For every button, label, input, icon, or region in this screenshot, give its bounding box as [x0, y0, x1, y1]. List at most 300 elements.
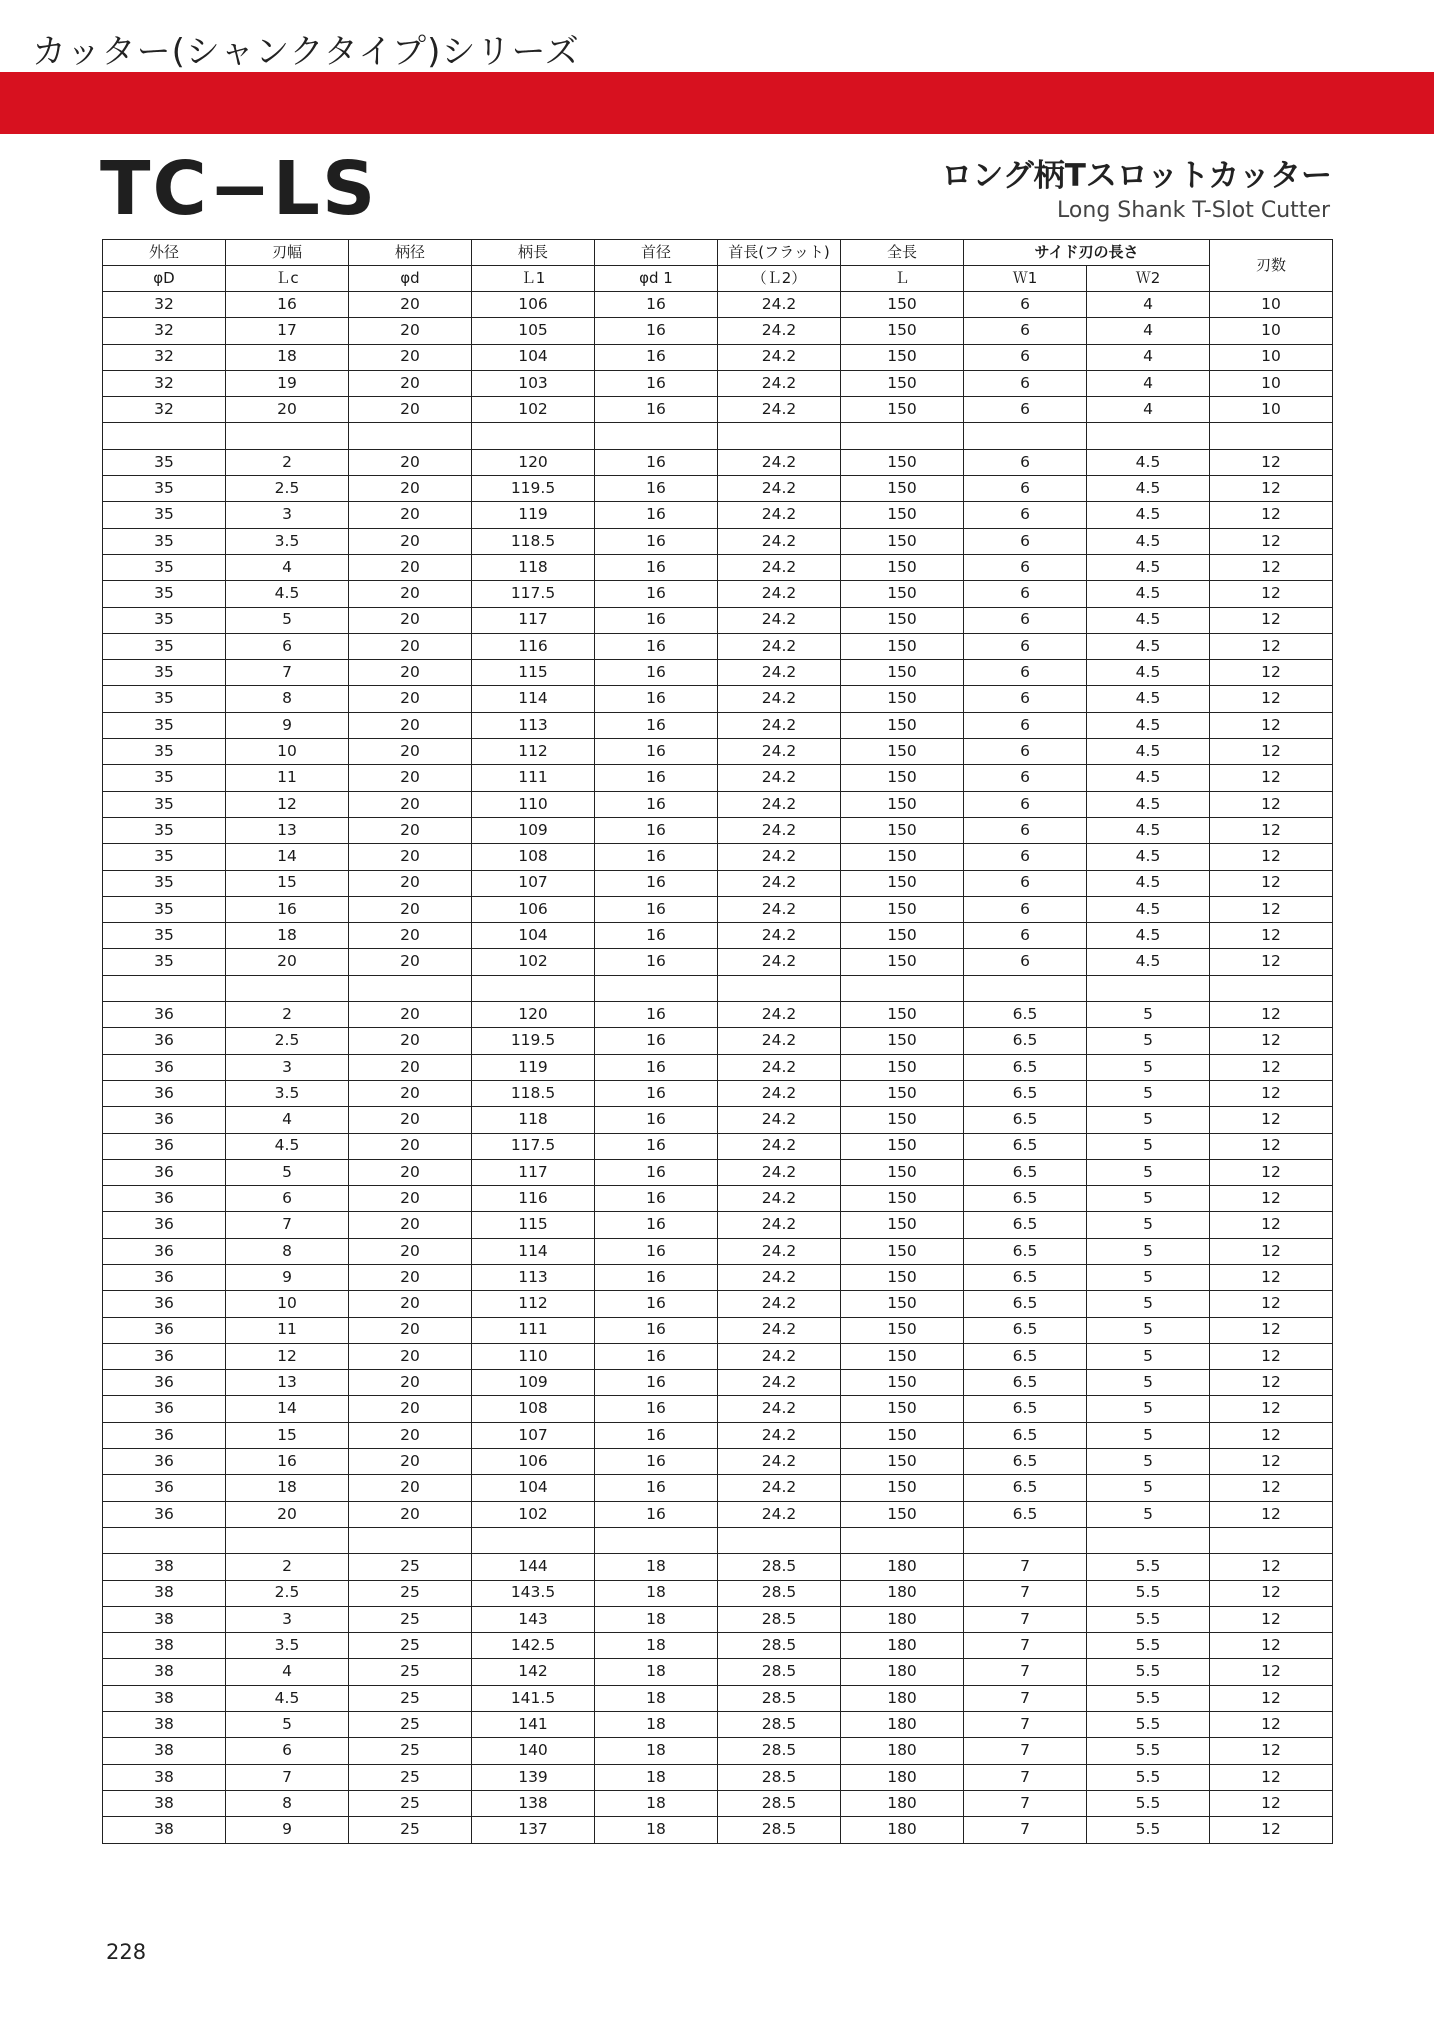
table-cell: 5	[1087, 1054, 1210, 1080]
table-cell: 16	[595, 344, 718, 370]
table-cell: 107	[472, 870, 595, 896]
table-cell: 4.5	[1087, 528, 1210, 554]
table-cell: 10	[1210, 370, 1333, 396]
table-cell: 118.5	[472, 1080, 595, 1106]
table-cell	[718, 423, 841, 449]
table-cell: 4.5	[1087, 739, 1210, 765]
table-cell: 36	[103, 1343, 226, 1369]
table-cell: 24.2	[718, 1317, 841, 1343]
table-cell: 38	[103, 1738, 226, 1764]
table-cell: 12	[1210, 581, 1333, 607]
table-cell: 4.5	[226, 1133, 349, 1159]
table-row	[103, 660, 1333, 686]
table-cell	[841, 975, 964, 1001]
table-cell	[964, 975, 1087, 1001]
table-cell	[349, 975, 472, 1001]
table-cell: 4.5	[226, 1685, 349, 1711]
table-cell: 16	[595, 1238, 718, 1264]
table-cell: 12	[1210, 1659, 1333, 1685]
table-row	[103, 896, 1333, 922]
table-cell: 15	[226, 1422, 349, 1448]
table-cell: 4	[1087, 370, 1210, 396]
table-cell: 24.2	[718, 1370, 841, 1396]
table-cell: 36	[103, 1133, 226, 1159]
table-cell	[103, 1527, 226, 1553]
table-cell: 180	[841, 1764, 964, 1790]
table-cell: 5.5	[1087, 1606, 1210, 1632]
table-cell: 12	[1210, 1054, 1333, 1080]
table-row	[103, 1133, 1333, 1159]
table-cell: 12	[1210, 1712, 1333, 1738]
table-cell: 150	[841, 1501, 964, 1527]
table-cell: 4	[1087, 318, 1210, 344]
table-cell: 3.5	[226, 1080, 349, 1106]
table-cell: 18	[226, 1475, 349, 1501]
table-cell: 17	[226, 318, 349, 344]
table-cell: 5	[226, 607, 349, 633]
table-cell: 20	[349, 318, 472, 344]
table-cell: 20	[349, 1028, 472, 1054]
table-cell: 117	[472, 1159, 595, 1185]
table-cell: 11	[226, 1317, 349, 1343]
table-cell: 5	[1087, 1107, 1210, 1133]
table-cell: 14	[226, 844, 349, 870]
table-cell: 118	[472, 554, 595, 580]
table-cell: 150	[841, 817, 964, 843]
table-cell: 20	[349, 1291, 472, 1317]
spec-table-body	[103, 292, 1333, 1844]
table-cell: 36	[103, 1080, 226, 1106]
table-cell: 20	[349, 791, 472, 817]
table-cell: 5	[226, 1159, 349, 1185]
table-cell: 20	[349, 844, 472, 870]
table-cell: 180	[841, 1554, 964, 1580]
table-cell: 5.5	[1087, 1659, 1210, 1685]
table-cell: 7	[964, 1712, 1087, 1738]
table-cell: 20	[349, 1449, 472, 1475]
table-cell: 150	[841, 1370, 964, 1396]
header-side-blade-length: サイド刃の長さ	[964, 240, 1210, 266]
table-cell: 4	[226, 554, 349, 580]
table-cell: 16	[595, 1080, 718, 1106]
table-cell: 150	[841, 844, 964, 870]
table-cell: 6	[226, 1738, 349, 1764]
table-cell: 6	[964, 581, 1087, 607]
table-cell: 12	[1210, 739, 1333, 765]
table-cell: 6	[964, 844, 1087, 870]
table-cell: 5	[1087, 1264, 1210, 1290]
table-cell: 114	[472, 1238, 595, 1264]
table-cell: 35	[103, 765, 226, 791]
spec-table	[102, 239, 1333, 1844]
table-cell: 35	[103, 844, 226, 870]
table-cell: 107	[472, 1422, 595, 1448]
table-cell: 112	[472, 739, 595, 765]
spacer-row	[103, 975, 1333, 1001]
table-cell: 28.5	[718, 1764, 841, 1790]
series-title: カッター(シャンクタイプ)シリーズ	[32, 32, 580, 72]
table-cell: 36	[103, 1422, 226, 1448]
table-cell: 12	[1210, 896, 1333, 922]
table-cell: 6.5	[964, 1186, 1087, 1212]
header-symbol-w2: Ｗ2	[1087, 266, 1210, 292]
table-cell: 5.5	[1087, 1633, 1210, 1659]
table-cell: 180	[841, 1738, 964, 1764]
table-cell: 137	[472, 1817, 595, 1843]
table-cell: 18	[595, 1764, 718, 1790]
table-cell: 5	[1087, 1422, 1210, 1448]
table-cell: 16	[595, 581, 718, 607]
table-cell: 24.2	[718, 844, 841, 870]
table-cell: 6.5	[964, 1002, 1087, 1028]
table-row	[103, 370, 1333, 396]
spacer-row	[103, 423, 1333, 449]
table-cell: 150	[841, 765, 964, 791]
table-row	[103, 1712, 1333, 1738]
table-cell: 16	[595, 1054, 718, 1080]
table-cell: 6.5	[964, 1264, 1087, 1290]
table-cell: 16	[595, 949, 718, 975]
table-cell: 12	[1210, 1028, 1333, 1054]
table-cell: 12	[1210, 791, 1333, 817]
table-cell: 12	[1210, 1186, 1333, 1212]
table-cell: 6	[964, 949, 1087, 975]
table-cell: 16	[595, 318, 718, 344]
table-cell: 20	[349, 1002, 472, 1028]
table-cell: 16	[595, 660, 718, 686]
table-cell: 150	[841, 1054, 964, 1080]
table-cell: 6.5	[964, 1080, 1087, 1106]
table-cell: 18	[595, 1659, 718, 1685]
table-cell: 2.5	[226, 1028, 349, 1054]
table-row	[103, 791, 1333, 817]
table-cell: 36	[103, 1002, 226, 1028]
table-cell: 10	[226, 739, 349, 765]
table-cell	[1210, 975, 1333, 1001]
table-cell: 12	[1210, 1212, 1333, 1238]
table-cell: 20	[349, 292, 472, 318]
table-cell: 12	[1210, 1343, 1333, 1369]
table-cell: 25	[349, 1764, 472, 1790]
table-cell: 3.5	[226, 1633, 349, 1659]
table-cell: 36	[103, 1396, 226, 1422]
table-row	[103, 1080, 1333, 1106]
table-cell: 18	[595, 1580, 718, 1606]
table-cell: 5	[1087, 1212, 1210, 1238]
table-cell: 4	[1087, 397, 1210, 423]
table-cell: 108	[472, 1396, 595, 1422]
header-symbol-shank-d: φd	[349, 266, 472, 292]
table-cell: 35	[103, 949, 226, 975]
table-cell: 12	[1210, 817, 1333, 843]
table-cell: 3.5	[226, 528, 349, 554]
table-cell: 20	[349, 502, 472, 528]
table-cell: 25	[349, 1606, 472, 1632]
table-cell: 5	[1087, 1396, 1210, 1422]
table-cell: 38	[103, 1764, 226, 1790]
table-cell: 150	[841, 1317, 964, 1343]
table-cell: 103	[472, 370, 595, 396]
table-cell: 24.2	[718, 1238, 841, 1264]
table-cell: 5	[226, 1712, 349, 1738]
table-cell: 118	[472, 1107, 595, 1133]
table-cell: 36	[103, 1028, 226, 1054]
table-cell: 12	[1210, 1817, 1333, 1843]
table-cell: 20	[349, 1133, 472, 1159]
table-cell: 6	[964, 739, 1087, 765]
table-cell: 116	[472, 1186, 595, 1212]
table-cell: 20	[349, 1475, 472, 1501]
header-symbol-l: Ｌ	[841, 266, 964, 292]
table-cell: 12	[1210, 1790, 1333, 1816]
header-symbol-l1: Ｌ1	[472, 266, 595, 292]
table-cell: 25	[349, 1712, 472, 1738]
table-cell: 6	[964, 502, 1087, 528]
table-cell: 150	[841, 397, 964, 423]
table-cell: 6	[964, 817, 1087, 843]
table-cell: 106	[472, 292, 595, 318]
table-cell: 180	[841, 1685, 964, 1711]
table-row	[103, 1343, 1333, 1369]
table-cell: 5.5	[1087, 1817, 1210, 1843]
table-row	[103, 1422, 1333, 1448]
table-cell: 8	[226, 1238, 349, 1264]
table-cell: 12	[1210, 765, 1333, 791]
table-cell: 143.5	[472, 1580, 595, 1606]
header-row-1	[103, 240, 1333, 266]
table-cell: 24.2	[718, 1212, 841, 1238]
table-cell: 19	[226, 370, 349, 396]
table-cell: 28.5	[718, 1659, 841, 1685]
table-cell: 35	[103, 896, 226, 922]
table-cell: 24.2	[718, 344, 841, 370]
table-cell: 32	[103, 292, 226, 318]
table-cell: 16	[595, 1396, 718, 1422]
table-cell: 10	[1210, 344, 1333, 370]
table-cell: 112	[472, 1291, 595, 1317]
table-cell: 150	[841, 1107, 964, 1133]
table-cell: 16	[595, 1186, 718, 1212]
table-cell: 150	[841, 1159, 964, 1185]
red-header-band	[0, 72, 1434, 134]
table-cell: 36	[103, 1317, 226, 1343]
table-cell	[841, 1527, 964, 1553]
table-cell: 35	[103, 817, 226, 843]
table-cell: 20	[349, 817, 472, 843]
table-cell: 116	[472, 633, 595, 659]
table-cell: 20	[349, 1422, 472, 1448]
header-neck-length: 首長(フラット)	[718, 240, 841, 266]
table-cell: 5	[1087, 1370, 1210, 1396]
table-cell: 6.5	[964, 1501, 1087, 1527]
table-cell: 6.5	[964, 1317, 1087, 1343]
table-row	[103, 1002, 1333, 1028]
table-cell: 38	[103, 1817, 226, 1843]
table-cell: 12	[1210, 1449, 1333, 1475]
table-row	[103, 1633, 1333, 1659]
table-row	[103, 1159, 1333, 1185]
table-cell: 104	[472, 344, 595, 370]
table-cell: 7	[964, 1817, 1087, 1843]
table-cell: 6.5	[964, 1107, 1087, 1133]
table-cell: 24.2	[718, 870, 841, 896]
table-cell: 5	[1087, 1291, 1210, 1317]
table-cell	[964, 1527, 1087, 1553]
table-cell: 16	[595, 1002, 718, 1028]
table-row	[103, 528, 1333, 554]
table-cell: 14	[226, 1396, 349, 1422]
table-cell: 113	[472, 1264, 595, 1290]
table-cell: 36	[103, 1449, 226, 1475]
header-symbol-w1: Ｗ1	[964, 266, 1087, 292]
table-cell: 6	[964, 476, 1087, 502]
header-outer-diameter: 外径	[103, 240, 226, 266]
table-cell	[226, 975, 349, 1001]
table-cell: 24.2	[718, 1002, 841, 1028]
table-cell: 139	[472, 1764, 595, 1790]
page-number: 228	[106, 1940, 147, 1964]
table-cell: 25	[349, 1633, 472, 1659]
table-row	[103, 1317, 1333, 1343]
table-cell: 20	[349, 528, 472, 554]
table-cell: 32	[103, 370, 226, 396]
table-cell: 35	[103, 633, 226, 659]
table-cell: 12	[1210, 476, 1333, 502]
table-cell: 150	[841, 344, 964, 370]
table-cell: 12	[1210, 1264, 1333, 1290]
table-cell: 20	[226, 949, 349, 975]
table-cell: 16	[595, 1291, 718, 1317]
table-cell: 6.5	[964, 1054, 1087, 1080]
table-cell: 20	[349, 1186, 472, 1212]
table-cell: 35	[103, 607, 226, 633]
table-cell: 24.2	[718, 1291, 841, 1317]
table-cell: 16	[595, 1159, 718, 1185]
table-cell: 24.2	[718, 633, 841, 659]
table-cell: 5.5	[1087, 1764, 1210, 1790]
table-cell: 12	[1210, 1133, 1333, 1159]
table-cell: 20	[349, 1212, 472, 1238]
table-cell: 12	[1210, 1606, 1333, 1632]
table-cell: 18	[595, 1554, 718, 1580]
table-cell: 20	[349, 712, 472, 738]
table-cell: 3	[226, 1606, 349, 1632]
table-cell: 6	[964, 896, 1087, 922]
table-cell: 35	[103, 476, 226, 502]
table-cell: 24.2	[718, 791, 841, 817]
table-cell: 6	[964, 449, 1087, 475]
table-cell: 24.2	[718, 1422, 841, 1448]
table-cell: 150	[841, 318, 964, 344]
table-row	[103, 633, 1333, 659]
table-cell: 4.5	[1087, 923, 1210, 949]
table-cell: 115	[472, 660, 595, 686]
table-row	[103, 449, 1333, 475]
table-cell: 20	[349, 660, 472, 686]
table-cell	[718, 1527, 841, 1553]
table-cell: 13	[226, 817, 349, 843]
table-cell: 4.5	[1087, 633, 1210, 659]
table-cell	[1087, 1527, 1210, 1553]
table-cell: 6.5	[964, 1343, 1087, 1369]
table-cell: 24.2	[718, 1133, 841, 1159]
table-cell: 7	[964, 1764, 1087, 1790]
table-cell: 24.2	[718, 923, 841, 949]
table-cell: 20	[349, 1054, 472, 1080]
table-cell: 150	[841, 1264, 964, 1290]
table-cell: 150	[841, 1212, 964, 1238]
table-cell: 20	[349, 765, 472, 791]
table-row	[103, 1264, 1333, 1290]
table-cell: 20	[349, 633, 472, 659]
table-cell: 24.2	[718, 660, 841, 686]
table-cell: 150	[841, 1449, 964, 1475]
table-cell: 24.2	[718, 370, 841, 396]
table-cell: 102	[472, 397, 595, 423]
table-cell: 18	[595, 1685, 718, 1711]
table-cell: 12	[1210, 1238, 1333, 1264]
table-cell: 24.2	[718, 817, 841, 843]
table-cell: 20	[349, 370, 472, 396]
table-cell: 16	[595, 686, 718, 712]
table-cell: 117.5	[472, 1133, 595, 1159]
table-cell: 7	[964, 1685, 1087, 1711]
table-cell: 20	[349, 1264, 472, 1290]
table-cell: 4	[1087, 344, 1210, 370]
table-cell: 2.5	[226, 1580, 349, 1606]
table-cell: 5.5	[1087, 1685, 1210, 1711]
table-cell: 150	[841, 528, 964, 554]
table-cell	[718, 975, 841, 1001]
table-cell: 28.5	[718, 1790, 841, 1816]
header-symbol-l2: （Ｌ2）	[718, 266, 841, 292]
table-cell: 16	[595, 292, 718, 318]
table-cell: 24.2	[718, 949, 841, 975]
table-cell: 150	[841, 791, 964, 817]
table-cell: 24.2	[718, 1343, 841, 1369]
table-row	[103, 817, 1333, 843]
table-cell: 5	[1087, 1002, 1210, 1028]
table-cell: 16	[595, 1370, 718, 1396]
table-cell: 25	[349, 1659, 472, 1685]
table-cell: 180	[841, 1712, 964, 1738]
table-cell: 36	[103, 1107, 226, 1133]
table-cell: 6.5	[964, 1212, 1087, 1238]
table-cell: 16	[595, 896, 718, 922]
table-cell: 10	[226, 1291, 349, 1317]
table-cell: 5	[1087, 1133, 1210, 1159]
table-cell: 3	[226, 1054, 349, 1080]
table-cell: 141.5	[472, 1685, 595, 1711]
table-cell: 150	[841, 502, 964, 528]
table-cell: 4.5	[1087, 476, 1210, 502]
table-cell: 120	[472, 449, 595, 475]
table-cell: 150	[841, 1475, 964, 1501]
table-cell: 6.5	[964, 1370, 1087, 1396]
table-cell	[595, 975, 718, 1001]
table-cell: 150	[841, 633, 964, 659]
table-cell: 16	[595, 1264, 718, 1290]
model-code: TC−LS	[100, 146, 378, 232]
table-row	[103, 686, 1333, 712]
table-row	[103, 870, 1333, 896]
table-cell: 12	[1210, 1370, 1333, 1396]
table-cell: 24.2	[718, 686, 841, 712]
table-cell: 6	[964, 765, 1087, 791]
table-cell: 12	[1210, 1738, 1333, 1764]
table-cell: 12	[1210, 1685, 1333, 1711]
table-cell: 24.2	[718, 449, 841, 475]
